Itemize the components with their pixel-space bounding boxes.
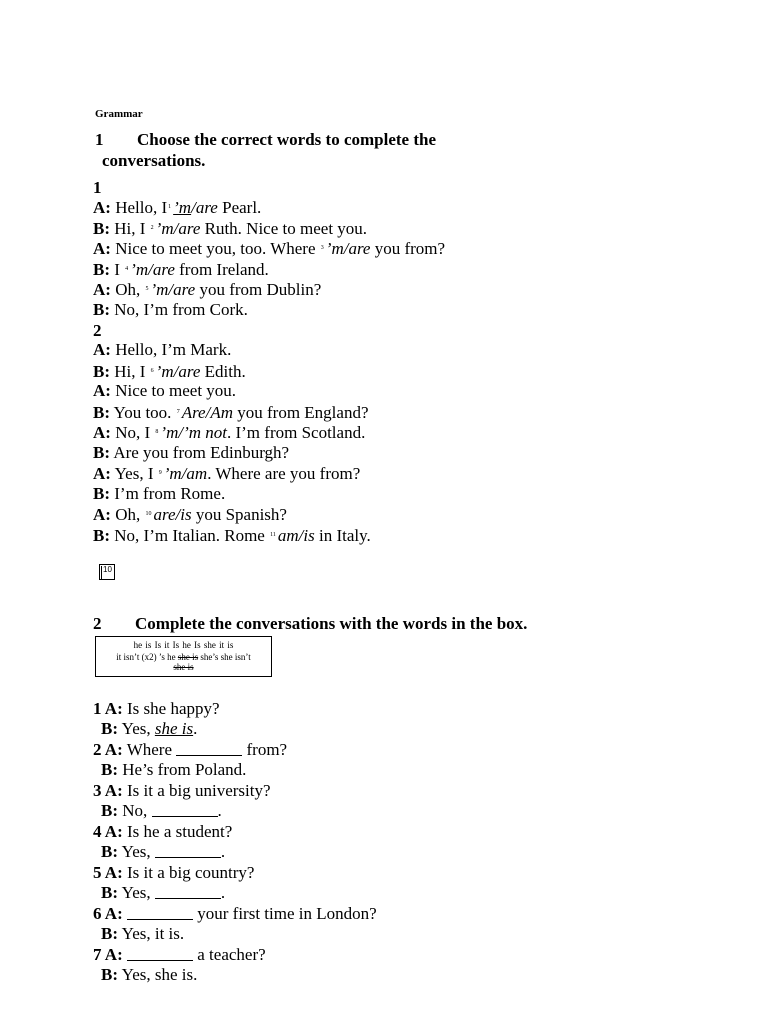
answer-choice: ’m/are xyxy=(130,259,175,279)
dialogue-line xyxy=(93,443,289,464)
speaker-label: B: xyxy=(93,442,110,462)
line-text: you from Dublin? xyxy=(195,280,322,299)
answer-choice: ’m/are xyxy=(155,361,201,381)
speaker-label: A: xyxy=(93,381,111,400)
answer-line xyxy=(101,801,222,822)
dialogue-line xyxy=(93,525,371,547)
answer-choice: /are xyxy=(191,198,218,217)
line-text: Edith. xyxy=(200,361,246,381)
answer-choice: ’m/are xyxy=(150,280,196,299)
line-text: you Spanish? xyxy=(191,505,287,524)
answer-text: . xyxy=(220,883,226,902)
answer-line xyxy=(101,883,225,904)
line-text: Nice to meet you, too. Where xyxy=(115,239,316,258)
gap-number: 5 xyxy=(145,286,149,292)
answer-text: Yes, xyxy=(121,719,151,738)
conversation-2-label: 2 xyxy=(93,321,102,340)
exercise-number: 1 xyxy=(95,130,104,149)
answer-text: No, xyxy=(122,801,148,820)
question-line xyxy=(93,863,254,884)
example-answer: she is xyxy=(154,719,194,738)
speaker-label: B: xyxy=(93,361,110,381)
dialogue-line xyxy=(93,300,248,321)
speaker-label: A: xyxy=(93,505,111,524)
dialogue-line xyxy=(93,218,367,240)
question-text: Is it a big university? xyxy=(127,781,271,800)
speaker-label: B: xyxy=(101,924,118,943)
answer-choice: ’m/’m not xyxy=(160,423,227,442)
answer-choice: ’m/am xyxy=(163,464,208,483)
answer-blank xyxy=(155,885,221,899)
line-text: You too. xyxy=(113,402,172,422)
word-box-row xyxy=(96,662,271,673)
speaker-label: B: xyxy=(101,965,118,984)
line-text: Oh, xyxy=(115,505,141,524)
gap-number: 10 xyxy=(145,511,152,517)
answer-line xyxy=(101,719,197,740)
speaker-label: A: xyxy=(93,423,111,442)
dialogue-line xyxy=(93,504,287,526)
section-label: Grammar xyxy=(95,108,143,120)
gap-number: 3 xyxy=(320,245,324,251)
conversation-1-label: 1 xyxy=(93,178,102,197)
dialogue-line xyxy=(93,361,246,383)
line-text: Are you from Edinburgh? xyxy=(113,442,290,462)
answer-text: Yes, it is. xyxy=(121,924,185,943)
answer-line xyxy=(101,760,246,781)
question-text: a teacher? xyxy=(197,945,266,964)
answer-blank xyxy=(152,803,218,817)
dialogue-line xyxy=(93,381,236,402)
line-text: No, I’m from Cork. xyxy=(114,299,248,319)
word-box-used-word: she is xyxy=(177,652,199,662)
line-text: you from England? xyxy=(233,402,369,422)
dialogue-line xyxy=(93,402,369,424)
question-number: 5 A: xyxy=(93,863,123,882)
question-number: 2 A: xyxy=(93,740,123,759)
question-number: 4 A: xyxy=(93,822,123,841)
exercise-1-title xyxy=(95,129,436,150)
question-line xyxy=(93,740,287,761)
speaker-label: B: xyxy=(101,883,118,902)
word-box-row: he is Is it Is he Is she it is xyxy=(133,640,234,650)
line-text: . I’m from Scotland. xyxy=(226,423,366,442)
exercise-title-line1: Choose the correct words to complete the xyxy=(137,130,436,149)
dialogue-line xyxy=(93,422,365,444)
line-text: from Ireland. xyxy=(174,259,269,279)
line-text: you from? xyxy=(370,239,446,258)
gap-number: 9 xyxy=(158,470,162,476)
gap-number: 6 xyxy=(150,367,154,374)
question-line xyxy=(93,699,220,720)
answer-blank xyxy=(127,906,193,920)
line-text: Oh, xyxy=(115,280,141,299)
speaker-label: B: xyxy=(93,299,110,319)
answer-line xyxy=(101,924,184,945)
score-total: 10 xyxy=(103,565,112,574)
speaker-label: B: xyxy=(101,760,118,779)
question-number: 3 A: xyxy=(93,781,123,800)
question-number: 7 A: xyxy=(93,945,123,964)
speaker-label: B: xyxy=(93,402,110,422)
exercise-2-title xyxy=(93,613,527,634)
exercise-title-line2: conversations. xyxy=(102,151,206,170)
answer-blank xyxy=(127,947,193,961)
score-box xyxy=(99,564,115,580)
speaker-label: A: xyxy=(93,239,111,258)
question-line xyxy=(93,822,232,843)
dialogue-line xyxy=(93,197,261,219)
line-text: Hello, I xyxy=(115,198,168,217)
question-text: from? xyxy=(246,740,288,759)
word-box-words: she’s she isn’t xyxy=(200,652,251,662)
question-text: Is she happy? xyxy=(127,699,220,718)
answer-text: . xyxy=(220,842,226,861)
speaker-label: B: xyxy=(93,218,110,238)
question-number: 1 A: xyxy=(93,699,123,718)
gap-number: 4 xyxy=(125,265,129,272)
answer-text: . xyxy=(193,719,198,738)
speaker-label: B: xyxy=(93,525,110,545)
answer-choice: ’m/are xyxy=(325,239,371,258)
question-text: Where xyxy=(126,740,173,759)
question-text: Is it a big country? xyxy=(127,863,255,882)
dialogue-line xyxy=(93,484,225,505)
question-text: Is he a student? xyxy=(127,822,233,841)
answer-choice: are/is xyxy=(153,505,192,524)
answer-choice: am/is xyxy=(277,525,315,545)
answer-choice-example: ’m xyxy=(173,198,192,217)
dialogue-line xyxy=(93,279,321,301)
answer-text: Yes, xyxy=(121,842,151,861)
dialogue-line xyxy=(93,340,231,361)
exercise-number: 2 xyxy=(93,614,102,633)
word-box-words: it isn’t (x2) ’s he xyxy=(116,652,176,662)
speaker-label: A: xyxy=(93,280,111,299)
speaker-label: B: xyxy=(101,719,118,738)
line-text: Hi, I xyxy=(114,218,146,238)
line-text: I’m from Rome. xyxy=(114,483,226,503)
answer-line xyxy=(101,965,197,986)
line-text: Pearl. xyxy=(217,198,262,217)
dialogue-line xyxy=(93,463,360,485)
word-box xyxy=(95,636,272,677)
answer-blank xyxy=(176,742,242,756)
question-line xyxy=(93,904,377,925)
gap-number: 8 xyxy=(155,429,159,435)
gap-number: 2 xyxy=(150,224,154,231)
line-text: Ruth. Nice to meet you. xyxy=(200,218,368,238)
question-number: 6 A: xyxy=(93,904,123,923)
exercise-title: Complete the conversations with the words in the box. xyxy=(135,614,528,633)
line-text: in Italy. xyxy=(314,525,371,545)
answer-text: He’s from Poland. xyxy=(122,760,247,779)
line-text: Hello, I’m Mark. xyxy=(115,340,232,359)
line-text: No, I’m Italian. Rome xyxy=(114,525,265,545)
gap-number: 7 xyxy=(176,408,180,415)
speaker-label: B: xyxy=(101,842,118,861)
question-text: your first time in London? xyxy=(197,904,377,923)
question-line xyxy=(93,781,271,802)
speaker-label: A: xyxy=(93,340,111,359)
speaker-label: A: xyxy=(93,198,111,217)
line-text: Yes, I xyxy=(114,464,154,483)
dialogue-line xyxy=(93,259,269,281)
gap-number: 11 xyxy=(270,531,276,538)
speaker-label: A: xyxy=(93,464,111,483)
speaker-label: B: xyxy=(101,801,118,820)
question-line xyxy=(93,945,266,966)
gap-number: 1 xyxy=(168,204,172,210)
answer-text: . xyxy=(217,801,222,820)
dialogue-line xyxy=(93,238,445,260)
line-text: I xyxy=(114,259,120,279)
answer-choice: ’m/are xyxy=(155,218,201,238)
answer-text: Yes, xyxy=(121,883,151,902)
answer-text: Yes, she is. xyxy=(121,965,198,984)
answer-blank xyxy=(155,844,221,858)
speaker-label: B: xyxy=(93,483,110,503)
speaker-label: B: xyxy=(93,259,110,279)
answer-line xyxy=(101,842,225,863)
line-text: Nice to meet you. xyxy=(115,381,237,400)
word-box-used-word: she is xyxy=(173,662,194,672)
answer-choice: Are/Am xyxy=(181,402,233,422)
line-text: Hi, I xyxy=(114,361,146,381)
line-text: No, I xyxy=(115,423,151,442)
line-text: . Where are you from? xyxy=(207,464,361,483)
